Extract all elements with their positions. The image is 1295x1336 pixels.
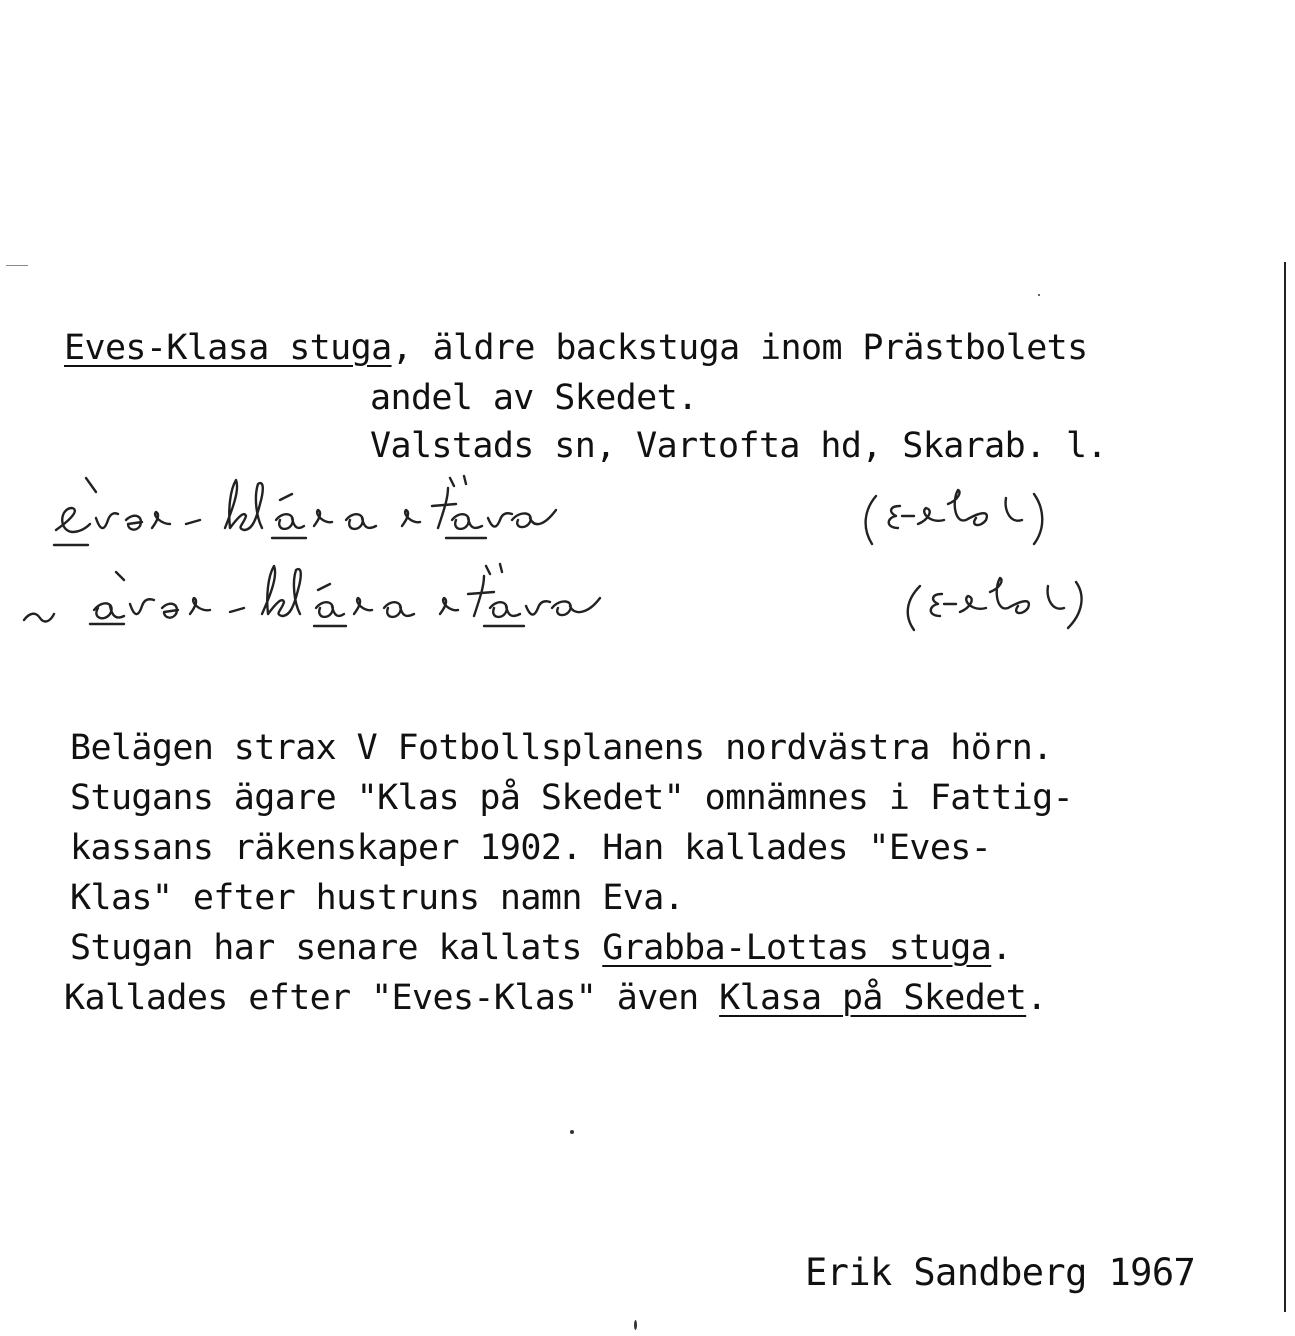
body-line-5 <box>70 928 1012 968</box>
body-line-3: kassans räkenskaper 1902. Han kallades "Eves- <box>70 828 992 868</box>
body-line-6-end: . <box>1026 978 1047 1018</box>
scan-speck <box>1038 294 1040 296</box>
handwritten-line-2 <box>24 564 1082 630</box>
body-line-5-end: . <box>991 928 1012 968</box>
body-line-2: Stugans ägare "Klas på Skedet" omnämnes i Fattig- <box>70 778 1074 818</box>
author-signature: Erik Sandberg 1967 <box>805 1251 1196 1294</box>
alt-name-grabba-lottas: Grabba-Lottas stuga <box>602 928 992 968</box>
body-line-5-text: Stugan har senare kallats <box>70 928 603 968</box>
scan-speck <box>634 1320 637 1330</box>
body-line-1: Belägen strax V Fotbollsplanens nordvästra hörn. <box>70 728 1053 768</box>
alt-name-klasa-pa-skedet: Klasa på Skedet <box>719 978 1027 1018</box>
body-line-6 <box>64 978 1047 1018</box>
heading-line-2: andel av Skedet. <box>370 378 698 418</box>
body-line-6-text: Kallades efter "Eves-Klas" även <box>64 978 720 1018</box>
scan-speck <box>570 1130 574 1134</box>
heading-description: , äldre backstuga inom Prästbolets <box>391 328 1088 368</box>
handwritten-line-1 <box>54 476 1042 545</box>
place-name: Eves-Klasa stuga <box>64 328 392 368</box>
body-line-4: Klas" efter hustruns namn Eva. <box>70 878 685 918</box>
heading-location: Valstads sn, Vartofta hd, Skarab. l. <box>370 426 1107 466</box>
